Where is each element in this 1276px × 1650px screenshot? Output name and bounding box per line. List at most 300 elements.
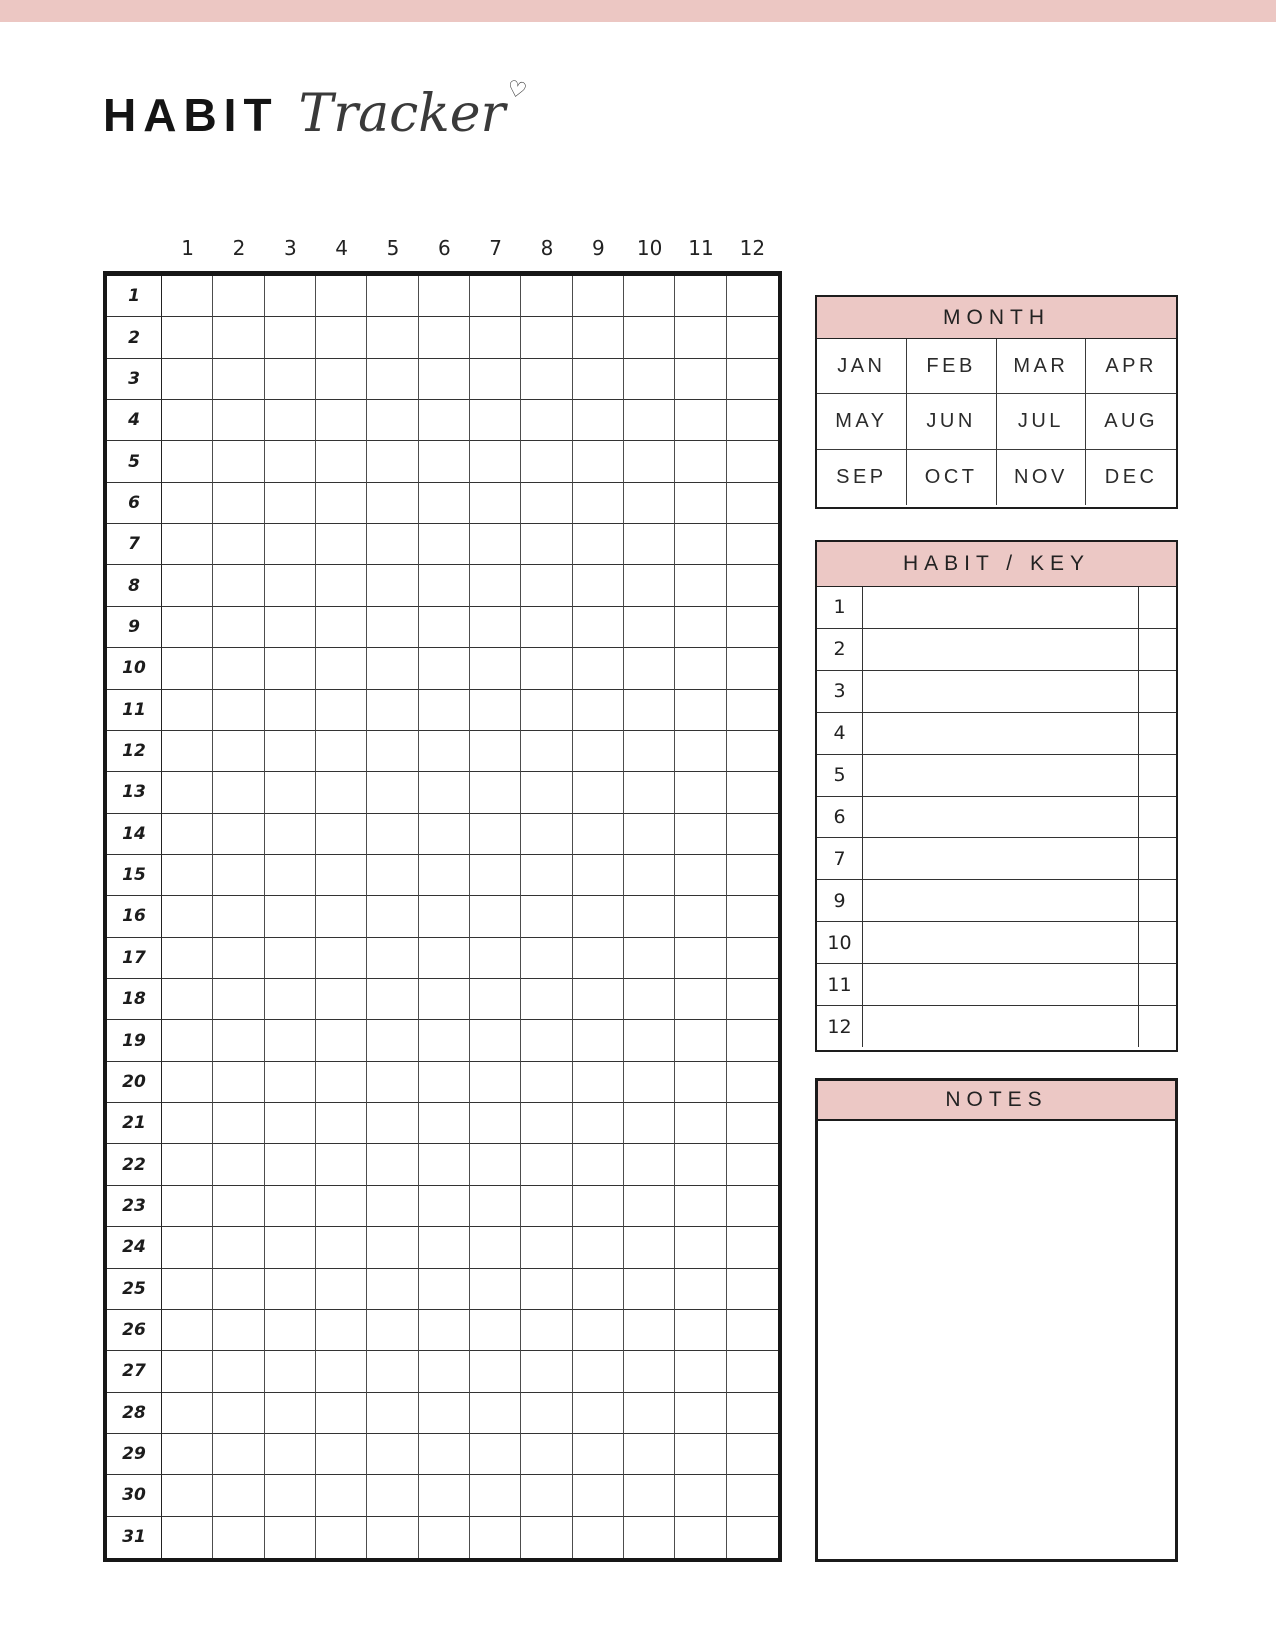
grid-cell[interactable]: [316, 814, 367, 855]
grid-cell[interactable]: [316, 1144, 367, 1185]
grid-cell[interactable]: [727, 1351, 778, 1392]
grid-cell[interactable]: [675, 1310, 726, 1351]
grid-cell[interactable]: [316, 979, 367, 1020]
grid-cell[interactable]: [265, 524, 316, 565]
habit-name-field[interactable]: [863, 797, 1138, 838]
grid-cell[interactable]: [573, 565, 624, 606]
grid-cell[interactable]: [521, 400, 572, 441]
grid-cell[interactable]: [367, 772, 418, 813]
grid-cell[interactable]: [727, 400, 778, 441]
grid-cell[interactable]: [265, 441, 316, 482]
grid-cell[interactable]: [419, 1103, 470, 1144]
grid-cell[interactable]: [573, 400, 624, 441]
month-cell-jan[interactable]: JAN: [817, 339, 907, 394]
grid-cell[interactable]: [316, 1393, 367, 1434]
grid-cell[interactable]: [470, 565, 521, 606]
grid-cell[interactable]: [419, 1310, 470, 1351]
grid-cell[interactable]: [470, 1103, 521, 1144]
grid-cell[interactable]: [675, 1062, 726, 1103]
grid-cell[interactable]: [419, 276, 470, 317]
grid-cell[interactable]: [213, 1020, 264, 1061]
grid-cell[interactable]: [675, 607, 726, 648]
grid-cell[interactable]: [367, 565, 418, 606]
grid-cell[interactable]: [265, 896, 316, 937]
grid-cell[interactable]: [573, 441, 624, 482]
grid-cell[interactable]: [162, 690, 213, 731]
grid-cell[interactable]: [367, 814, 418, 855]
grid-cell[interactable]: [213, 276, 264, 317]
habit-name-field[interactable]: [863, 922, 1138, 963]
grid-cell[interactable]: [470, 772, 521, 813]
grid-cell[interactable]: [624, 1475, 675, 1516]
grid-cell[interactable]: [521, 648, 572, 689]
grid-cell[interactable]: [265, 938, 316, 979]
grid-cell[interactable]: [470, 1475, 521, 1516]
grid-cell[interactable]: [367, 607, 418, 648]
grid-cell[interactable]: [213, 1186, 264, 1227]
grid-cell[interactable]: [675, 690, 726, 731]
grid-cell[interactable]: [521, 359, 572, 400]
grid-cell[interactable]: [316, 524, 367, 565]
grid-cell[interactable]: [573, 979, 624, 1020]
grid-cell[interactable]: [470, 648, 521, 689]
grid-cell[interactable]: [419, 1227, 470, 1268]
grid-cell[interactable]: [624, 1020, 675, 1061]
grid-cell[interactable]: [213, 565, 264, 606]
grid-cell[interactable]: [573, 896, 624, 937]
grid-cell[interactable]: [573, 772, 624, 813]
grid-cell[interactable]: [624, 400, 675, 441]
grid-cell[interactable]: [213, 1103, 264, 1144]
grid-cell[interactable]: [162, 1103, 213, 1144]
grid-cell[interactable]: [675, 1269, 726, 1310]
grid-cell[interactable]: [419, 1020, 470, 1061]
grid-cell[interactable]: [624, 1269, 675, 1310]
grid-cell[interactable]: [213, 731, 264, 772]
grid-cell[interactable]: [573, 1310, 624, 1351]
grid-cell[interactable]: [675, 731, 726, 772]
grid-cell[interactable]: [162, 565, 213, 606]
grid-cell[interactable]: [316, 1227, 367, 1268]
month-cell-jul[interactable]: JUL: [997, 394, 1087, 449]
grid-cell[interactable]: [213, 938, 264, 979]
grid-cell[interactable]: [624, 1393, 675, 1434]
grid-cell[interactable]: [419, 1393, 470, 1434]
grid-cell[interactable]: [470, 814, 521, 855]
grid-cell[interactable]: [573, 607, 624, 648]
grid-cell[interactable]: [624, 359, 675, 400]
grid-cell[interactable]: [265, 1144, 316, 1185]
grid-cell[interactable]: [419, 317, 470, 358]
grid-cell[interactable]: [521, 814, 572, 855]
grid-cell[interactable]: [367, 1475, 418, 1516]
grid-cell[interactable]: [213, 1227, 264, 1268]
grid-cell[interactable]: [521, 690, 572, 731]
month-cell-oct[interactable]: OCT: [907, 450, 997, 505]
month-cell-aug[interactable]: AUG: [1086, 394, 1176, 449]
grid-cell[interactable]: [419, 1144, 470, 1185]
grid-cell[interactable]: [521, 896, 572, 937]
grid-cell[interactable]: [470, 979, 521, 1020]
grid-cell[interactable]: [213, 1351, 264, 1392]
habit-key-symbol-field[interactable]: [1138, 713, 1176, 754]
grid-cell[interactable]: [573, 1227, 624, 1268]
habit-name-field[interactable]: [863, 1006, 1138, 1047]
grid-cell[interactable]: [727, 1434, 778, 1475]
grid-cell[interactable]: [265, 772, 316, 813]
grid-cell[interactable]: [470, 483, 521, 524]
month-cell-feb[interactable]: FEB: [907, 339, 997, 394]
grid-cell[interactable]: [521, 317, 572, 358]
grid-cell[interactable]: [624, 565, 675, 606]
grid-cell[interactable]: [624, 896, 675, 937]
grid-cell[interactable]: [727, 1186, 778, 1227]
grid-cell[interactable]: [213, 400, 264, 441]
grid-cell[interactable]: [367, 1227, 418, 1268]
grid-cell[interactable]: [573, 1186, 624, 1227]
grid-cell[interactable]: [521, 1186, 572, 1227]
grid-cell[interactable]: [162, 317, 213, 358]
grid-cell[interactable]: [470, 1351, 521, 1392]
grid-cell[interactable]: [367, 731, 418, 772]
grid-cell[interactable]: [162, 1517, 213, 1558]
grid-cell[interactable]: [367, 1269, 418, 1310]
grid-cell[interactable]: [470, 441, 521, 482]
grid-cell[interactable]: [316, 1475, 367, 1516]
grid-cell[interactable]: [162, 1186, 213, 1227]
grid-cell[interactable]: [316, 896, 367, 937]
grid-cell[interactable]: [470, 938, 521, 979]
grid-cell[interactable]: [573, 1020, 624, 1061]
habit-key-symbol-field[interactable]: [1138, 629, 1176, 670]
grid-cell[interactable]: [213, 1393, 264, 1434]
grid-cell[interactable]: [573, 814, 624, 855]
grid-cell[interactable]: [521, 1103, 572, 1144]
grid-cell[interactable]: [419, 1062, 470, 1103]
grid-cell[interactable]: [675, 400, 726, 441]
grid-cell[interactable]: [727, 1020, 778, 1061]
grid-cell[interactable]: [573, 1393, 624, 1434]
habit-name-field[interactable]: [863, 880, 1138, 921]
grid-cell[interactable]: [162, 276, 213, 317]
grid-cell[interactable]: [675, 1020, 726, 1061]
grid-cell[interactable]: [419, 607, 470, 648]
grid-cell[interactable]: [675, 855, 726, 896]
grid-cell[interactable]: [573, 855, 624, 896]
grid-cell[interactable]: [265, 1269, 316, 1310]
grid-cell[interactable]: [727, 276, 778, 317]
grid-cell[interactable]: [521, 1434, 572, 1475]
grid-cell[interactable]: [265, 1310, 316, 1351]
habit-key-symbol-field[interactable]: [1138, 797, 1176, 838]
grid-cell[interactable]: [367, 855, 418, 896]
grid-cell[interactable]: [470, 1062, 521, 1103]
grid-cell[interactable]: [162, 772, 213, 813]
grid-cell[interactable]: [367, 359, 418, 400]
grid-cell[interactable]: [470, 1269, 521, 1310]
month-cell-may[interactable]: MAY: [817, 394, 907, 449]
grid-cell[interactable]: [624, 1186, 675, 1227]
grid-cell[interactable]: [162, 1062, 213, 1103]
grid-cell[interactable]: [675, 1393, 726, 1434]
grid-cell[interactable]: [213, 441, 264, 482]
grid-cell[interactable]: [521, 1227, 572, 1268]
grid-cell[interactable]: [624, 1144, 675, 1185]
grid-cell[interactable]: [316, 1351, 367, 1392]
month-cell-mar[interactable]: MAR: [997, 339, 1087, 394]
grid-cell[interactable]: [419, 483, 470, 524]
grid-cell[interactable]: [521, 1517, 572, 1558]
habit-key-symbol-field[interactable]: [1138, 587, 1176, 628]
grid-cell[interactable]: [521, 772, 572, 813]
grid-cell[interactable]: [727, 1310, 778, 1351]
grid-cell[interactable]: [265, 1475, 316, 1516]
grid-cell[interactable]: [470, 317, 521, 358]
habit-name-field[interactable]: [863, 671, 1138, 712]
grid-cell[interactable]: [573, 731, 624, 772]
grid-cell[interactable]: [470, 276, 521, 317]
grid-cell[interactable]: [624, 979, 675, 1020]
grid-cell[interactable]: [470, 1310, 521, 1351]
habit-name-field[interactable]: [863, 629, 1138, 670]
grid-cell[interactable]: [316, 565, 367, 606]
grid-cell[interactable]: [367, 1103, 418, 1144]
grid-cell[interactable]: [213, 317, 264, 358]
grid-cell[interactable]: [419, 938, 470, 979]
grid-cell[interactable]: [419, 648, 470, 689]
grid-cell[interactable]: [624, 317, 675, 358]
grid-cell[interactable]: [624, 1517, 675, 1558]
grid-cell[interactable]: [675, 814, 726, 855]
habit-name-field[interactable]: [863, 713, 1138, 754]
grid-cell[interactable]: [727, 1393, 778, 1434]
grid-cell[interactable]: [573, 524, 624, 565]
grid-cell[interactable]: [727, 772, 778, 813]
grid-cell[interactable]: [624, 690, 675, 731]
grid-cell[interactable]: [573, 1144, 624, 1185]
month-cell-apr[interactable]: APR: [1086, 339, 1176, 394]
grid-cell[interactable]: [367, 690, 418, 731]
grid-cell[interactable]: [727, 441, 778, 482]
grid-cell[interactable]: [521, 1269, 572, 1310]
grid-cell[interactable]: [162, 648, 213, 689]
grid-cell[interactable]: [419, 814, 470, 855]
grid-cell[interactable]: [265, 648, 316, 689]
grid-cell[interactable]: [675, 1475, 726, 1516]
grid-cell[interactable]: [367, 317, 418, 358]
grid-cell[interactable]: [521, 276, 572, 317]
grid-cell[interactable]: [470, 855, 521, 896]
grid-cell[interactable]: [316, 772, 367, 813]
grid-cell[interactable]: [316, 648, 367, 689]
grid-cell[interactable]: [521, 483, 572, 524]
grid-cell[interactable]: [367, 896, 418, 937]
grid-cell[interactable]: [316, 1517, 367, 1558]
habit-key-symbol-field[interactable]: [1138, 838, 1176, 879]
grid-cell[interactable]: [573, 1475, 624, 1516]
grid-cell[interactable]: [521, 1475, 572, 1516]
grid-cell[interactable]: [624, 855, 675, 896]
grid-cell[interactable]: [521, 524, 572, 565]
grid-cell[interactable]: [675, 1103, 726, 1144]
grid-cell[interactable]: [265, 359, 316, 400]
grid-cell[interactable]: [367, 1144, 418, 1185]
grid-cell[interactable]: [470, 1144, 521, 1185]
grid-cell[interactable]: [727, 896, 778, 937]
grid-cell[interactable]: [624, 938, 675, 979]
habit-name-field[interactable]: [863, 964, 1138, 1005]
grid-cell[interactable]: [265, 1434, 316, 1475]
grid-cell[interactable]: [573, 483, 624, 524]
habit-key-symbol-field[interactable]: [1138, 755, 1176, 796]
grid-cell[interactable]: [727, 1517, 778, 1558]
grid-cell[interactable]: [316, 1020, 367, 1061]
grid-cell[interactable]: [624, 607, 675, 648]
grid-cell[interactable]: [316, 1103, 367, 1144]
grid-cell[interactable]: [727, 690, 778, 731]
grid-cell[interactable]: [573, 1103, 624, 1144]
grid-cell[interactable]: [213, 1062, 264, 1103]
grid-cell[interactable]: [213, 1310, 264, 1351]
grid-cell[interactable]: [470, 400, 521, 441]
grid-cell[interactable]: [727, 607, 778, 648]
grid-cell[interactable]: [675, 938, 726, 979]
grid-cell[interactable]: [265, 276, 316, 317]
grid-cell[interactable]: [265, 1351, 316, 1392]
grid-cell[interactable]: [367, 1517, 418, 1558]
grid-cell[interactable]: [521, 979, 572, 1020]
grid-cell[interactable]: [573, 359, 624, 400]
grid-cell[interactable]: [419, 1434, 470, 1475]
grid-cell[interactable]: [265, 317, 316, 358]
habit-name-field[interactable]: [863, 838, 1138, 879]
grid-cell[interactable]: [727, 1227, 778, 1268]
grid-cell[interactable]: [367, 441, 418, 482]
grid-cell[interactable]: [213, 483, 264, 524]
grid-cell[interactable]: [316, 690, 367, 731]
grid-cell[interactable]: [213, 1517, 264, 1558]
grid-cell[interactable]: [727, 1269, 778, 1310]
grid-cell[interactable]: [419, 1351, 470, 1392]
habit-key-symbol-field[interactable]: [1138, 671, 1176, 712]
grid-cell[interactable]: [367, 648, 418, 689]
grid-cell[interactable]: [470, 1020, 521, 1061]
grid-cell[interactable]: [624, 1434, 675, 1475]
grid-cell[interactable]: [521, 1310, 572, 1351]
grid-cell[interactable]: [675, 1144, 726, 1185]
grid-cell[interactable]: [470, 524, 521, 565]
grid-cell[interactable]: [162, 855, 213, 896]
habit-name-field[interactable]: [863, 587, 1138, 628]
grid-cell[interactable]: [316, 441, 367, 482]
grid-cell[interactable]: [162, 607, 213, 648]
grid-cell[interactable]: [727, 359, 778, 400]
grid-cell[interactable]: [419, 359, 470, 400]
grid-cell[interactable]: [727, 1062, 778, 1103]
grid-cell[interactable]: [470, 1434, 521, 1475]
grid-cell[interactable]: [162, 441, 213, 482]
grid-cell[interactable]: [573, 938, 624, 979]
grid-cell[interactable]: [470, 607, 521, 648]
grid-cell[interactable]: [162, 938, 213, 979]
grid-cell[interactable]: [675, 565, 726, 606]
grid-cell[interactable]: [419, 1186, 470, 1227]
grid-cell[interactable]: [419, 1475, 470, 1516]
grid-cell[interactable]: [265, 1227, 316, 1268]
grid-cell[interactable]: [624, 483, 675, 524]
grid-cell[interactable]: [419, 441, 470, 482]
grid-cell[interactable]: [316, 938, 367, 979]
grid-cell[interactable]: [162, 483, 213, 524]
grid-cell[interactable]: [470, 1227, 521, 1268]
grid-cell[interactable]: [419, 772, 470, 813]
grid-cell[interactable]: [265, 690, 316, 731]
grid-cell[interactable]: [470, 1517, 521, 1558]
grid-cell[interactable]: [675, 896, 726, 937]
grid-cell[interactable]: [265, 483, 316, 524]
grid-cell[interactable]: [727, 1144, 778, 1185]
grid-cell[interactable]: [521, 607, 572, 648]
grid-cell[interactable]: [470, 1186, 521, 1227]
grid-cell[interactable]: [624, 731, 675, 772]
habit-key-symbol-field[interactable]: [1138, 964, 1176, 1005]
grid-cell[interactable]: [573, 1269, 624, 1310]
grid-cell[interactable]: [624, 1351, 675, 1392]
grid-cell[interactable]: [675, 1434, 726, 1475]
grid-cell[interactable]: [367, 979, 418, 1020]
grid-cell[interactable]: [316, 607, 367, 648]
grid-cell[interactable]: [624, 276, 675, 317]
grid-cell[interactable]: [573, 1517, 624, 1558]
grid-cell[interactable]: [213, 648, 264, 689]
habit-name-field[interactable]: [863, 755, 1138, 796]
grid-cell[interactable]: [624, 1103, 675, 1144]
grid-cell[interactable]: [573, 276, 624, 317]
month-cell-sep[interactable]: SEP: [817, 450, 907, 505]
grid-cell[interactable]: [521, 565, 572, 606]
grid-cell[interactable]: [367, 1310, 418, 1351]
grid-cell[interactable]: [162, 524, 213, 565]
grid-cell[interactable]: [419, 731, 470, 772]
grid-cell[interactable]: [162, 400, 213, 441]
grid-cell[interactable]: [675, 772, 726, 813]
grid-cell[interactable]: [675, 648, 726, 689]
grid-cell[interactable]: [624, 1310, 675, 1351]
grid-cell[interactable]: [624, 648, 675, 689]
grid-cell[interactable]: [367, 1351, 418, 1392]
grid-cell[interactable]: [213, 607, 264, 648]
grid-cell[interactable]: [213, 1434, 264, 1475]
grid-cell[interactable]: [727, 648, 778, 689]
grid-cell[interactable]: [727, 731, 778, 772]
grid-cell[interactable]: [675, 1351, 726, 1392]
grid-cell[interactable]: [213, 359, 264, 400]
grid-cell[interactable]: [213, 855, 264, 896]
grid-cell[interactable]: [675, 441, 726, 482]
grid-cell[interactable]: [316, 483, 367, 524]
grid-cell[interactable]: [367, 524, 418, 565]
grid-cell[interactable]: [316, 1062, 367, 1103]
grid-cell[interactable]: [727, 855, 778, 896]
grid-cell[interactable]: [162, 731, 213, 772]
grid-cell[interactable]: [213, 524, 264, 565]
grid-cell[interactable]: [419, 565, 470, 606]
grid-cell[interactable]: [162, 1475, 213, 1516]
grid-cell[interactable]: [675, 359, 726, 400]
grid-cell[interactable]: [624, 441, 675, 482]
grid-cell[interactable]: [265, 1103, 316, 1144]
habit-key-symbol-field[interactable]: [1138, 1006, 1176, 1047]
